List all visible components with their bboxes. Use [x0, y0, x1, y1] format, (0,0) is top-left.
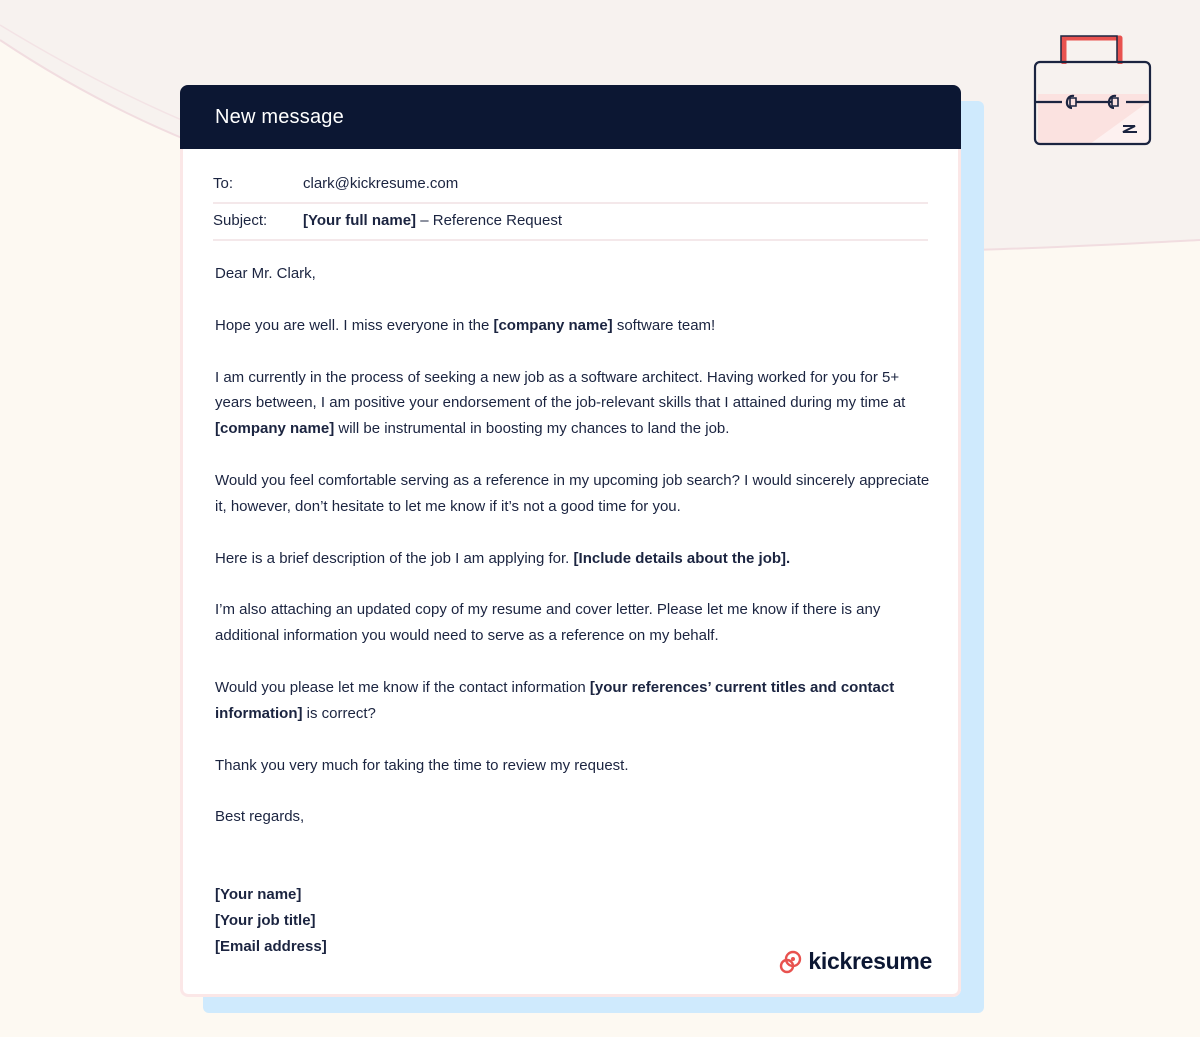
- to-label: To:: [213, 175, 234, 192]
- email-card: [180, 85, 961, 997]
- subject-field[interactable]: [213, 202, 928, 241]
- subject-text: – Reference Request: [420, 212, 562, 229]
- paragraph-6: Would you please let me know if the contact information [your references’ current titles and contact information] is correct?: [215, 678, 895, 722]
- signature-email: [Email address]: [215, 937, 327, 955]
- signature-job-title: [Your job title]: [215, 911, 316, 929]
- subject-label: Subject:: [213, 212, 268, 229]
- greeting: Dear Mr. Clark,: [215, 265, 316, 282]
- to-value[interactable]: clark@kickresume.com: [303, 175, 459, 192]
- to-field[interactable]: [213, 165, 928, 204]
- subject-value[interactable]: [303, 212, 562, 229]
- kickresume-logo: [778, 948, 932, 975]
- subject-placeholder: [Your full name]: [303, 212, 417, 229]
- paragraph-4: Here is a brief description of the job I am applying for. [Include details about the job].: [215, 549, 791, 567]
- message-body[interactable]: [215, 261, 930, 960]
- message-header: [180, 85, 961, 149]
- paragraph-1: Hope you are well. I miss everyone in the [company name] software team!: [215, 316, 716, 334]
- paragraph-7: Thank you very much for taking the time to review my request.: [215, 756, 629, 774]
- signature-name: [Your name]: [215, 886, 302, 904]
- logo-text: kickresume: [808, 948, 932, 974]
- closing: Best regards,: [215, 808, 305, 826]
- message-title: New message: [215, 105, 344, 128]
- paragraph-5: I’m also attaching an updated copy of my resume and cover letter. Please let me know if there is any additional information you would need to serve as a reference on my behalf.: [215, 601, 881, 645]
- briefcase-icon: [1030, 32, 1155, 150]
- paragraph-3: Would you feel comfortable serving as a reference in my upcoming job search? I would sincerely appreciate it, however, don’t hesitate to let me know if it’s not a good time for you.: [215, 471, 930, 515]
- paragraph-2: I am currently in the process of seeking a new job as a software architect. Having worked for you for 5+ years between, I am positive your endorsement of the job-relevant skills that I attained during my time at [company name] will be instrumental in boosting my chances to land the job.: [215, 368, 906, 438]
- kickresume-logo-icon: [778, 949, 804, 975]
